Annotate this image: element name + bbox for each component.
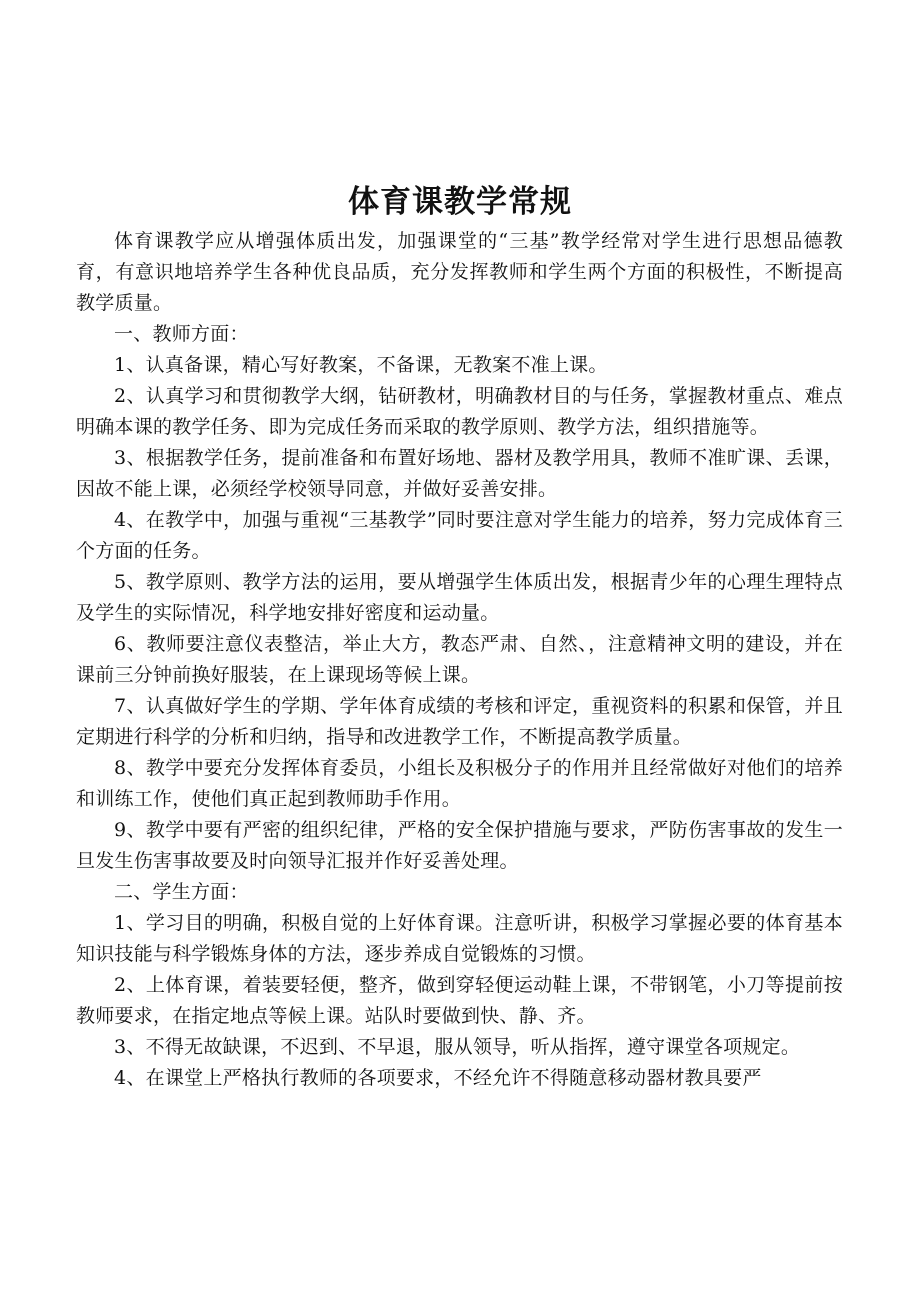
teacher-rule-1: 1、认真备课，精心写好教案，不备课，无教案不准上课。	[114, 354, 608, 376]
student-rule-2: 2、上体育课，着装要轻便，整齐，做到穿轻便运动鞋上课，不带钢笔，小刀等提前按教师要求，在指定地点等候上课。站队时要做到快、静、齐。	[76, 974, 843, 1027]
student-rule-1: 1、学习目的明确，积极自觉的上好体育课。注意听讲，积极学习掌握必要的体育基本知识技能与科学锻炼身体的方法，逐步养成自觉锻炼的习惯。	[76, 912, 843, 965]
student-rule-3: 3、不得无故缺课，不迟到、不早退，服从领导，听从指挥，遵守课堂各项规定。	[114, 1036, 801, 1058]
intro-paragraph: 体育课教学应从增强体质出发，加强课堂的“三基”教学经常对学生进行思想品德教育，有意识地培养学生各种优良品质，充分发挥教师和学生两个方面的积极性，不断提高教学质量。	[76, 230, 843, 314]
student-rule-4: 4、在课堂上严格执行教师的各项要求，不经允许不得随意移动器材教具要严	[114, 1067, 762, 1089]
teacher-rule-6: 6、教师要注意仪表整洁，举止大方，教态严肃、自然、，注意精神文明的建设，并在课前三分钟前换好服装，在上课现场等候上课。	[76, 633, 843, 686]
section-heading-students: 二、学生方面：	[114, 881, 249, 903]
document-title: 体育课教学常规	[348, 184, 572, 220]
teacher-rule-4: 4、在教学中，加强与重视“三基教学”同时要注意对学生能力的培养，努力完成体育三个方面的任务。	[76, 509, 843, 562]
teacher-rule-3: 3、根据教学任务，提前准备和布置好场地、器材及教学用具，教师不准旷课、丢课，因故不能上课，必须经学校领导同意，并做好妥善安排。	[76, 447, 843, 500]
teacher-rule-8: 8、教学中要充分发挥体育委员，小组长及积极分子的作用并且经常做好对他们的培养和训练工作，使他们真正起到教师助手作用。	[76, 757, 843, 810]
document-body	[76, 226, 843, 1094]
teacher-rule-2: 2、认真学习和贯彻教学大纲，钻研教材，明确教材目的与任务，掌握教材重点、难点明确本课的教学任务、即为完成任务而采取的教学原则、教学方法，组织措施等。	[76, 385, 843, 438]
section-heading-teachers: 一、教师方面：	[114, 323, 249, 345]
teacher-rule-9: 9、教学中要有严密的组织纪律，严格的安全保护措施与要求，严防伤害事故的发生一旦发生伤害事故要及时向领导汇报并作好妥善处理。	[76, 819, 843, 872]
teacher-rule-5: 5、教学原则、教学方法的运用，要从增强学生体质出发，根据青少年的心理生理特点及学生的实际情况，科学地安排好密度和运动量。	[76, 571, 843, 624]
teacher-rule-7: 7、认真做好学生的学期、学年体育成绩的考核和评定，重视资料的积累和保管，并且定期进行科学的分析和归纳，指导和改进教学工作，不断提高教学质量。	[76, 695, 843, 748]
